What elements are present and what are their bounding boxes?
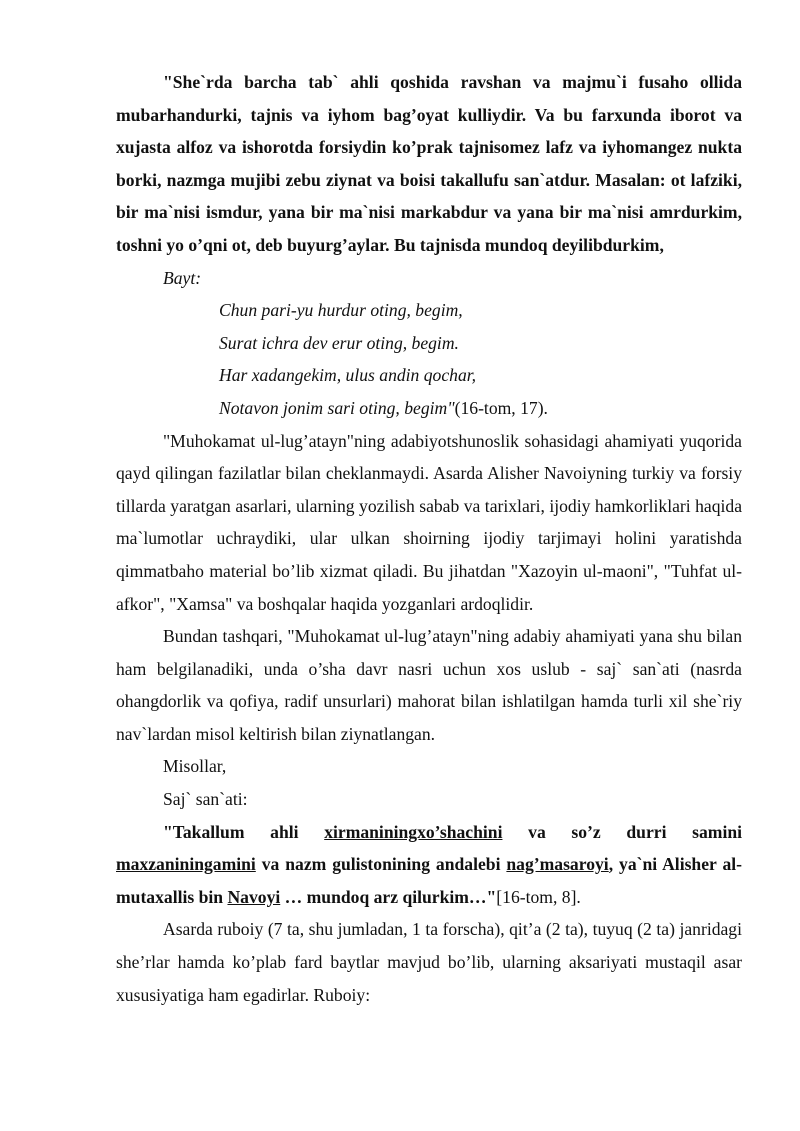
verse-line-4	[116, 392, 742, 425]
paragraph-genres: Asarda ruboiy (7 ta, shu jumladan, 1 ta forscha), qit’a (2 ta), tuyuq (2 ta) janridagi she’rlar hamda ko’plab fard baytlar mavjud bo’lib, ularning aksariyati mustaqil asar xususiyatiga ham egadirlar. Ruboiy:	[116, 919, 742, 1005]
quote-underlined-3: nag’masaroyi	[506, 854, 609, 875]
quote-reference: [16-tom, 8].	[496, 886, 581, 907]
verse-line-3: Har xadangekim, ulus andin qochar,	[219, 365, 477, 386]
quote-part-a: "Takallum ahli	[163, 821, 325, 842]
quote-underlined-2: maxzaniningamini	[116, 854, 256, 875]
quote-part-d: , ya`ni Alisher al-mutaxallis bin	[116, 854, 742, 907]
document-page	[116, 66, 742, 1011]
bayt-label: Bayt:	[163, 267, 202, 288]
examples-label: Misollar,	[163, 756, 227, 777]
quote-part-e: … mundoq arz qilurkim…"	[280, 886, 497, 907]
quote-underlined-1: xirmaniningxo’shachini	[324, 821, 503, 842]
quote-part-c: va nazm gulistonining andalebi	[255, 854, 507, 875]
quote-part-b: va so’z durri samini	[502, 821, 743, 842]
verse-line-1: Chun pari-yu hurdur oting, begim,	[219, 300, 463, 321]
verse-line-2: Surat ichra dev erur oting, begim.	[219, 332, 459, 353]
verse-block	[116, 294, 742, 424]
verse-reference: (16-tom, 17).	[454, 397, 548, 418]
paragraph-saj-quote	[116, 816, 742, 914]
quote-underlined-4: Navoyi	[227, 886, 281, 907]
saj-label: Saj` san`ati:	[163, 789, 248, 810]
verse-line-4-text: Notavon jonim sari oting, begim"	[219, 397, 455, 418]
paragraph-quote-tajnis: "She`rda barcha tab` ahli qoshida ravshan va majmu`i fusaho ollida mubarhandurki, tajnis va iyhom bag’oyat kulliydir. Va bu farxunda iborot va xujasta alfoz va ishorotda forsiydin ko’prak tajnisomez lafz va iyhomangez nukta borki, nazmga mujibi zebu ziynat va boisi takallufu san`atdur. Masalan: ot lafziki, bir ma`nisi ismdur, yana bir ma`nisi markabdur va yana bir ma`nisi amrdurkim, toshni yo o’qni ot, deb buyurg’aylar. Bu tajnisda mundoq deyilibdurkim,	[116, 72, 742, 255]
paragraph-significance: "Muhokamat ul-lug’atayn"ning adabiyotshunoslik sohasidagi ahamiyati yuqorida qayd qilingan fazilatlar bilan cheklanmaydi. Asarda Alisher Navoiyning turkiy va forsiy tillarda yaratgan asarlari, ularning yozilish sabab va tarixlari, ijodiy hamkorliklari haqida ma`lumotlar uchraydiki, ular ulkan shoirning ijodiy tarjimayi holini yaratishda qimmatbaho material bo’lib xizmat qiladi. Bu jihatdan "Xazoyin ul-maoni", "Tuhfat ul-afkor", "Xamsa" va boshqalar haqida yozganlari ardoqlidir.	[116, 430, 742, 614]
paragraph-literary-value: Bundan tashqari, "Muhokamat ul-lug’atayn"ning adabiy ahamiyati yana shu bilan ham belgilanadiki, unda o’sha davr nasri uchun xos uslub - saj` san`ati (nasrda ohangdorlik va qofiya, radif unsurlari) mahorat bilan ishlatilgan hamda turli xil she`riy nav`lardan misol keltirish bilan ziynatlangan.	[116, 626, 742, 744]
